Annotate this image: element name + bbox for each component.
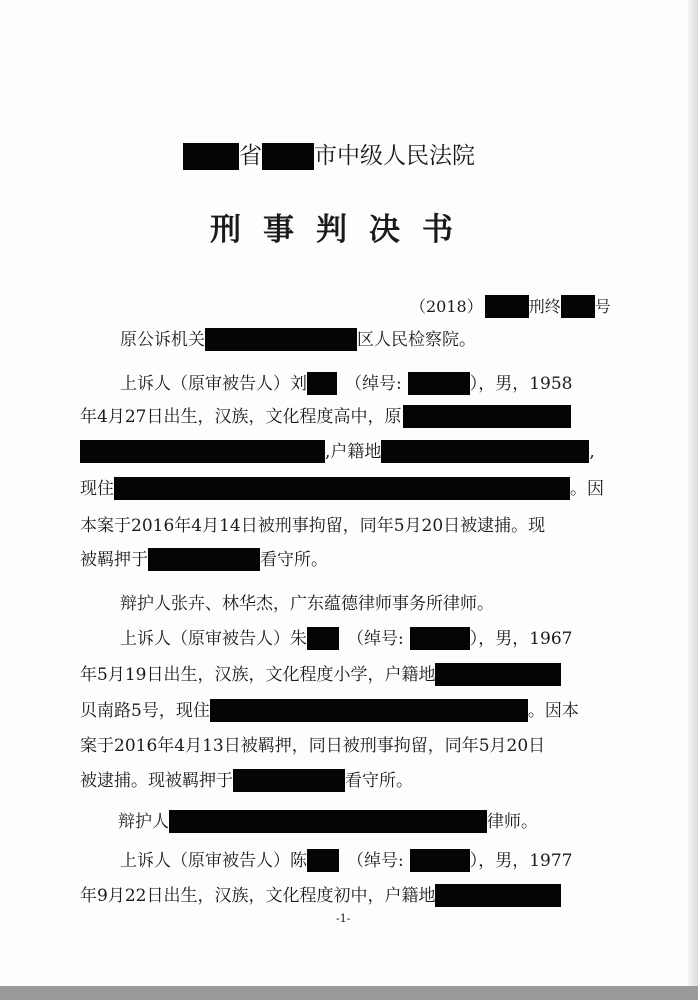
text: ），男，1977 (469, 851, 573, 871)
text: （绰号: (345, 374, 402, 394)
redaction (485, 295, 529, 318)
redaction (210, 699, 528, 722)
appellant3-line2 (80, 884, 561, 908)
text: 案于2016年4月13日被羁押，同日被刑事拘留，同年5月20日 (80, 736, 546, 756)
appellant1-line2 (80, 405, 571, 429)
defender1-line (120, 592, 494, 616)
scan-edge (688, 0, 698, 1000)
case-type: 刑终 (528, 297, 561, 316)
scan-bottom-edge (0, 986, 698, 1000)
redaction (435, 663, 561, 686)
text: （绰号: (347, 851, 404, 871)
case-number (410, 295, 611, 319)
text: 贝南路5号，现住 (80, 701, 210, 721)
redaction (148, 548, 260, 571)
appellant1-line1 (120, 372, 573, 396)
text: 辩护人张卉、林华杰，广东蕴德律师事务所律师。 (120, 594, 494, 614)
appellant2-line5 (80, 769, 413, 793)
redaction (381, 440, 589, 463)
redaction (408, 372, 470, 395)
appellant2-line1 (120, 627, 573, 651)
text: ,户籍地 (325, 442, 382, 462)
text: 上诉人（原审被告人）刘 (120, 374, 307, 394)
redaction (205, 328, 357, 351)
defender2-line (118, 810, 538, 834)
prosecutor-prefix: 原公诉机关 (120, 330, 205, 350)
text: 年9月22日出生，汉族，文化程度初中，户籍地 (80, 886, 436, 906)
redaction (561, 295, 595, 318)
redaction (233, 769, 345, 792)
text: 现住 (80, 479, 114, 499)
case-suffix: 号 (594, 297, 611, 316)
appellant1-line4 (80, 477, 604, 501)
court-city: 市中级人民法院 (314, 143, 475, 169)
appellant2-line4 (80, 734, 545, 758)
appellant3-line1 (120, 849, 573, 873)
text: 看守所。 (345, 771, 413, 791)
text: 上诉人（原审被告人）陈 (120, 851, 307, 871)
text: 。因 (570, 479, 604, 499)
text: 被逮捕。现被羁押于 (80, 771, 233, 791)
redaction (307, 372, 337, 395)
text: 。因本 (527, 701, 579, 721)
redaction (169, 810, 487, 833)
redaction (80, 440, 325, 463)
text: 上诉人（原审被告人）朱 (120, 629, 307, 649)
redaction (307, 849, 339, 872)
appellant2-line3 (80, 699, 579, 723)
document-title: 刑事判决书 (210, 212, 475, 248)
text: 年4月27日出生，汉族，文化程度高中，原 (80, 407, 402, 427)
redaction (410, 627, 470, 650)
redaction (403, 405, 571, 428)
appellant1-line6 (80, 548, 328, 572)
redaction (114, 477, 570, 500)
redaction (435, 884, 561, 907)
appellant1-line3 (80, 440, 595, 464)
text: 律师。 (487, 812, 538, 832)
text: 年5月19日出生，汉族，文化程度小学，户籍地 (80, 665, 436, 685)
appellant2-line2 (80, 663, 561, 687)
text: 被羁押于 (80, 550, 148, 570)
court-province: 省 (239, 143, 262, 169)
text: 看守所。 (260, 550, 328, 570)
redaction (183, 143, 239, 170)
court-name (183, 141, 475, 171)
text: （绰号: (347, 629, 404, 649)
text: 辩护人 (118, 812, 169, 832)
text: ），男，1967 (469, 629, 573, 649)
case-year: （2018） (410, 297, 483, 316)
appellant1-line5 (80, 514, 545, 538)
text: , (589, 442, 595, 462)
text: ），男，1958 (469, 374, 573, 394)
redaction (262, 143, 314, 170)
prosecutor-line (120, 328, 476, 352)
page-number: -1- (336, 912, 351, 925)
redaction (410, 849, 470, 872)
text: 本案于2016年4月14日被刑事拘留，同年5月20日被逮捕。现 (80, 516, 546, 536)
prosecutor-suffix: 区人民检察院。 (357, 330, 476, 350)
redaction (307, 627, 339, 650)
